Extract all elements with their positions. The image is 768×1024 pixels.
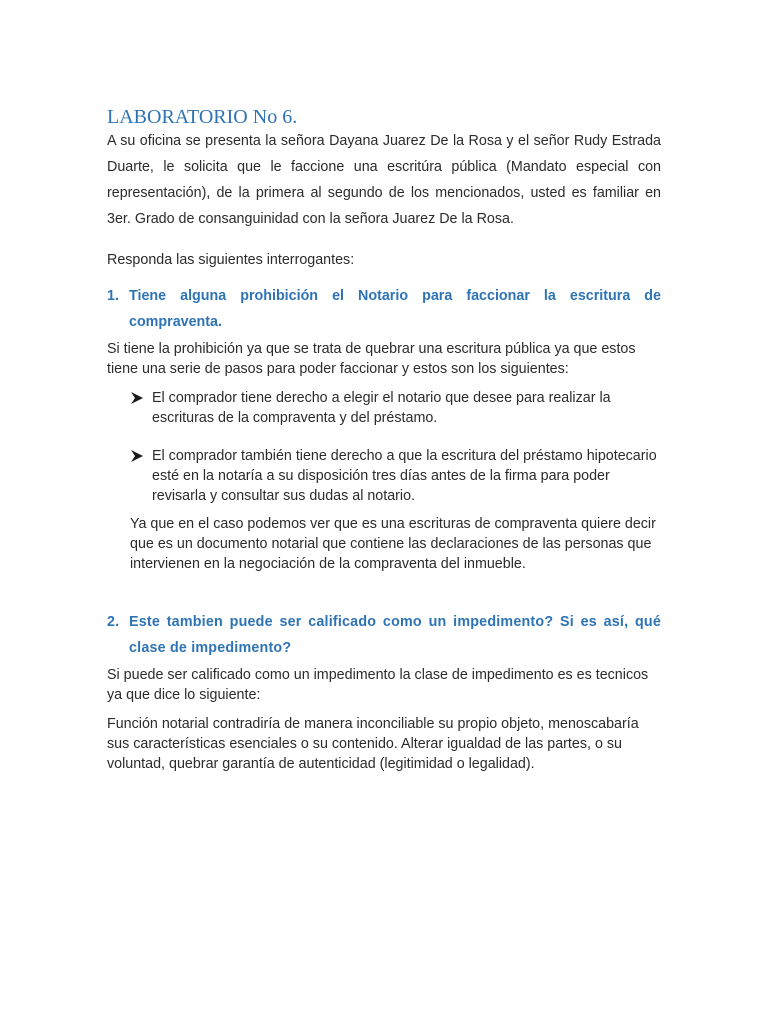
arrowhead-bullet-icon — [130, 391, 144, 405]
answer-1-conclusion: Ya que en el caso podemos ver que es una escrituras de compraventa quiere decir que es un documento notarial que contiene las declaraciones de las personas que intervienen en la negociación de la compraventa del inmueble. — [130, 516, 656, 572]
intro-paragraph: A su oficina se presenta la señora Dayana Juarez De la Rosa y el señor Rudy Estrada Duarte, le solicita que le faccione una escritúra pública (Mandato especial con representación), de la primera al segundo de los mencionados, usted es familiar en 3er. Grado de consanguinidad con la señora Juarez De la Rosa. — [107, 133, 661, 227]
question-1 — [107, 283, 661, 335]
bullet-item-2 — [130, 446, 661, 506]
questions-prompt: Responda las siguientes interrogantes: — [107, 252, 355, 268]
bullet-item-1-text: El comprador tiene derecho a elegir el notario que desee para realizar la escrituras de la compraventa y del préstamo. — [152, 390, 611, 426]
question-2-number: 2. — [107, 614, 120, 630]
answer-2-paragraph: Si puede ser calificado como un impedimento la clase de impedimento es es tecnicos ya que dice lo siguiente: — [107, 667, 649, 703]
bullet-item-2-text: El comprador también tiene derecho a que la escritura del préstamo hipotecario esté en la notaría a su disposición tres días antes de la firma para poder revisarla y consultar sus dudas al notario. — [152, 448, 657, 504]
question-2-text: Este tambien puede ser calificado como un impedimento? Si es así, qué clase de impedimento? — [129, 614, 661, 656]
question-1-text: Tiene alguna prohibición el Notario para faccionar la escritura de compraventa. — [129, 288, 661, 330]
question-2 — [107, 609, 661, 661]
answer-1-paragraph: Si tiene la prohibición ya que se trata de quebrar una escritura pública ya que estos tiene una serie de pasos para poder faccionar y estos son los siguientes: — [107, 341, 636, 377]
document-title: LABORATORIO No 6. — [107, 106, 298, 128]
arrowhead-bullet-icon — [130, 449, 144, 463]
answer-2-conclusion: Función notarial contradiría de manera inconciliable su propio objeto, menoscabaría sus características esenciales o su contenido. Alterar igualdad de las partes, o su voluntad, quebrar garantía de autenticidad (legitimidad o legalidad). — [107, 716, 639, 772]
bullet-item-1 — [130, 388, 661, 428]
question-1-number: 1. — [107, 288, 119, 304]
